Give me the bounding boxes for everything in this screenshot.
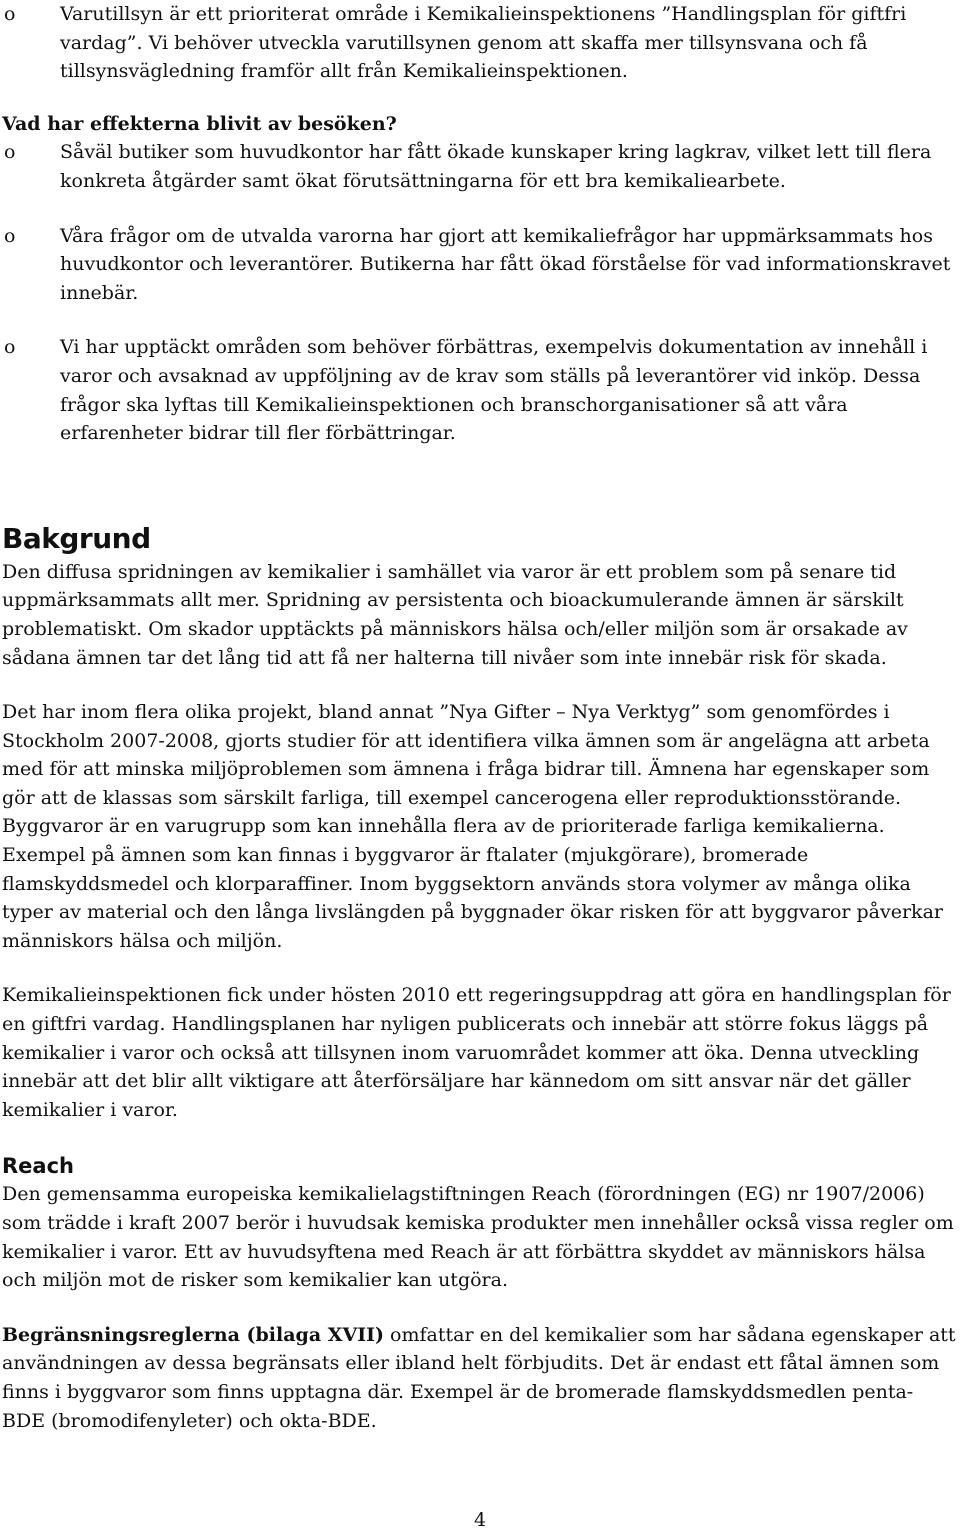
bullet-marker: o <box>4 336 16 359</box>
background-paragraph: Kemikalieinspektionen fick under hösten 2010 ett regeringsuppdrag att göra en handlingsplan för en giftfri vardag. Handlingsplanen har nyligen publicerats och innebär att större fokus läggs på kemikalier i varor och också att tillsynen inom varuområdet kommer att öka. Denna utveckling innebär att det blir allt viktigare att återförsäljare har kännedom om sitt ansvar när det gäller kemikalier i varor. <box>2 984 951 1121</box>
bullet-text: Såväl butiker som huvudkontor har fått ökade kunskaper kring lagkrav, vilket lett till flera konkreta åtgärder samt ökat förutsättningarna för ett bra kemikaliearbete. <box>60 141 932 192</box>
bullet-marker: o <box>4 224 16 247</box>
list-item <box>2 222 956 308</box>
background-paragraph: Den diffusa spridningen av kemikalier i samhället via varor är ett problem som på senare tid uppmärksammats allt mer. Spridning av persistenta och bioackumulerande ämnen är särskilt problematiskt. Om skador upptäckts på människors hälsa och/eller miljön som är orsakade av sådana ämnen tar det lång tid att få ner halterna till nivåer som inte innebär risk för skada. <box>2 560 908 669</box>
page-number: 4 <box>473 1509 487 1531</box>
reach-heading: Reach <box>2 1154 74 1179</box>
restrictions-term: Begränsningsreglerna (bilaga XVII) <box>2 1323 385 1346</box>
effects-heading: Vad har effekterna blivit av besöken? <box>2 112 397 135</box>
list-item <box>2 138 956 195</box>
bullet-text: Varutillsyn är ett prioriterat område i Kemikalieinspektionens ”Handlingsplan för giftfri vardag”. Vi behöver utveckla varutillsynen genom att skaffa mer tillsynsvana och få tillsynsvägledning framför allt från Kemikalieinspektionen. <box>60 3 907 83</box>
background-heading: Bakgrund <box>2 521 151 555</box>
restrictions-paragraph <box>2 1321 956 1435</box>
bullet-text: Våra frågor om de utvalda varorna har gjort att kemikaliefrågor har uppmärksammats hos huvudkontor och leverantörer. Butikerna har fått ökad förståelse för vad informationskravet innebär. <box>60 224 951 304</box>
bullet-text: Vi har upptäckt områden som behöver förbättras, exempelvis dokumentation av innehåll i varor och avsaknad av uppföljning av de krav som ställs på leverantörer vid inköp. Dessa frågor ska lyftas till Kemikalieinspektionen och branschorganisationer så att våra erfarenheter bidrar till fler förbättringar. <box>60 336 928 445</box>
bullet-marker: o <box>4 141 16 164</box>
restrictions-text: omfattar en del kemikalier som har sådana egenskaper att användningen av dessa begränsats eller ibland helt förbjudits. Det är endast ett fåtal ämnen som finns i byggvaror som finns upptagna där. Exempel är de bromerade flamskyddsmedlen penta-BDE (bromodifenyleter) och okta-BDE. <box>2 1323 956 1432</box>
list-item <box>2 333 956 447</box>
background-paragraph: Det har inom flera olika projekt, bland annat ”Nya Gifter – Nya Verktyg” som genomfördes i Stockholm 2007-2008, gjorts studier för att identifiera vilka ämnen som är angelägna att arbeta med för att minska miljöproblemen som ämnena i fråga bidrar till. Ämnena har egenskaper som gör att de klassas som särskilt farliga, till exempel cancerogena eller reproduktionsstörande. Byggvaror är en varugrupp som kan innehålla flera av de prioriterade farliga kemikalierna. Exempel på ämnen som kan finnas i byggvaror är ftalater (mjukgörare), bromerade flamskyddsmedel och klorparaffiner. Inom byggsektorn används stora volymer av många olika typer av material och den långa livslängden på byggnader ökar risken för att byggvaror påverkar människors hälsa och miljön. <box>2 701 943 952</box>
bullet-marker: o <box>4 3 16 25</box>
list-item <box>2 0 956 86</box>
reach-paragraph: Den gemensamma europeiska kemikalielagstiftningen Reach (förordningen (EG) nr 1907/2006) som trädde i kraft 2007 berör i huvudsak kemiska produkter men innehåller också vissa regler om kemikalier i varor. Ett av huvudsyftena med Reach är att förbättra skyddet av människors hälsa och miljön mot de risker som kemikalier kan utgöra. <box>2 1183 954 1292</box>
